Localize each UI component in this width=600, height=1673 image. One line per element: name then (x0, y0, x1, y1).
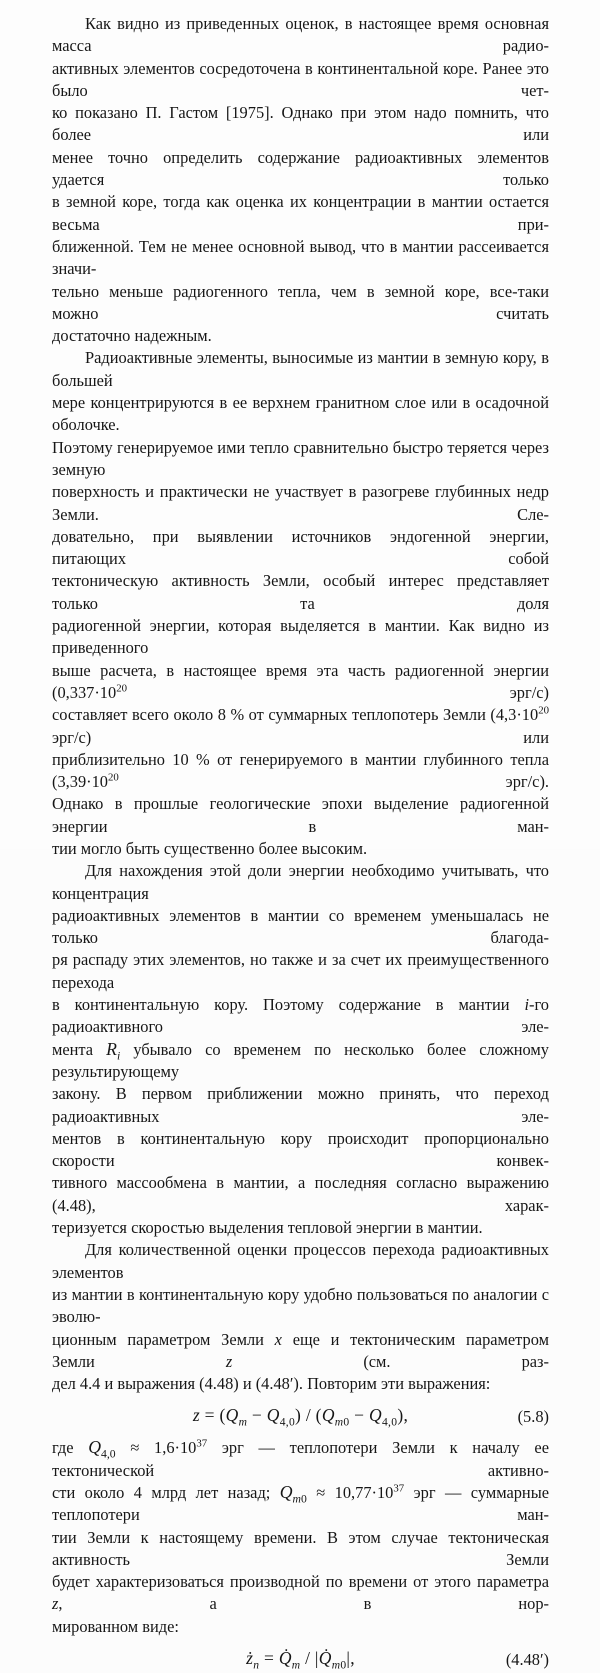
text-line: тии могло быть существенно более высоким. (52, 838, 368, 858)
text-line: выше расчета, в настоящее время эта часть радиогенной энергии ($0,337\cdot 10^{20}$ эрг/с) (52, 660, 549, 702)
paragraph (52, 1437, 549, 1638)
text-line: ко показано П. Гастом [1975]. Однако при этом надо помнить, что более или (52, 103, 549, 145)
text-line: довательно, при выявлении источников эндогенной энергии, питающих собой (52, 526, 549, 569)
text-line: поверхность и практически не участвует в разогреве глубинных недр Земли. Сле- (52, 482, 549, 524)
formula (52, 1645, 549, 1672)
text-line: Однако в прошлые геологические эпохи выделение радиогенной энергии в ман- (52, 794, 549, 836)
text-line: будет характеризоваться производной по времени от этого параметра z, а в нор- (52, 1572, 549, 1614)
paragraph (52, 347, 549, 860)
paragraph (52, 13, 549, 347)
text-line: ментов в континентальную кору происходит пропорционально скорости конвек- (52, 1128, 549, 1171)
text-line: ря распаду этих элементов, но также и за счет их преимущественного перехода (52, 950, 549, 992)
text-line: приблизительно 10 % от генерируемого в мантии глубинного тепла ($3,39\cdot 10^{20}$ эрг/с). (52, 749, 549, 792)
text-line: дел 4.4 и выражения (4.48) и (4.48′). Повторим эти выражения: (52, 1374, 491, 1394)
formula-body: $z = (Q_m - Q_{4,0}) / (Q_{m0} - Q_{4,0})$, (192, 1405, 409, 1429)
text-line: Для количественной оценки процессов перехода радиоактивных элементов (52, 1240, 549, 1282)
text-line: в континентальную кору. Поэтому содержание в мантии i-го радиоактивного эле- (52, 995, 549, 1037)
text-line: в земной коре, тогда как оценка их концентрации в мантии остается весьма при- (52, 192, 549, 234)
text-line: Поэтому генерируемое ими тепло сравнительно быстро теряется через земную (52, 437, 549, 479)
text-line: радиогенной энергии, которая выделяется в мантии. Как видно из приведенного (52, 616, 549, 658)
text-line: из мантии в континентальную кору удобно пользоваться по аналогии с эволю- (52, 1284, 549, 1327)
text-line: тивного массообмена в мантии, а последняя согласно выражению (4.48), харак- (52, 1173, 549, 1215)
text-line: активных элементов сосредоточена в континентальной коре. Ранее это было чет- (52, 58, 549, 100)
text-line: тельно меньше радиогенного тепла, чем в земной коре, все-таки можно считать (52, 281, 549, 323)
text-line: где $Q_{4,0} \approx 1,6\cdot 10^{37}$ эрг — теплопотери Земли к началу ее тектонической активно- (52, 1437, 549, 1480)
formula-body: $ż_n$ = $Q̇_m$ / $|Q̇_{m0}|$, (246, 1648, 355, 1672)
formula (52, 1402, 549, 1429)
text-line: радиоактивных элементов в мантии со временем уменьшалась не только благода- (52, 905, 549, 948)
text-line: Радиоактивные элементы, выносимые из мантии в земную кору, в большей (52, 348, 549, 390)
formula-number: (4.48′) (505, 1650, 549, 1670)
text-line: Для нахождения этой доли энергии необходимо учитывать, что концентрация (52, 861, 549, 903)
text-line: ближенной. Тем не менее основной вывод, что в мантии рассеивается значи- (52, 236, 549, 279)
text-line: закону. В первом приближении можно принять, что переход радиоактивных эле- (52, 1084, 549, 1126)
text-line: мированном виде: (52, 1616, 179, 1636)
text-line: менее точно определить содержание радиоактивных элементов удается только (52, 147, 549, 190)
text-line: составляет всего около 8 % от суммарных теплопотерь Земли ($4,3\cdot 10^{20}$ эрг/с) или (52, 704, 549, 747)
formula-number: (5.8) (517, 1407, 549, 1427)
text-line: тии Земли к настоящему времени. В этом случае тектоническая активность Земли (52, 1527, 549, 1569)
text-line: мере концентрируются в ее верхнем гранитном слое или в осадочной оболочке. (52, 393, 549, 435)
text-line: теризуется скоростью выделения тепловой энергии в мантии. (52, 1218, 483, 1238)
text-line: тектоническую активность Земли, особый интерес представляет только та доля (52, 571, 549, 613)
paragraph (52, 860, 549, 1239)
text-line: ционным параметром Земли x еще и тектоническим параметром Земли z (см. раз- (52, 1329, 549, 1371)
text-line: достаточно надежным. (52, 326, 212, 346)
text-line: мента $R_i$ убывало со временем по несколько более сложному результирующему (52, 1038, 550, 1081)
page-text (52, 13, 549, 1672)
text-line: сти около 4 млрд лет назад; $Q_{m0} \approx 10,77\cdot 10^{37}$ эрг — суммарные теплопотери ман- (52, 1482, 549, 1525)
text-line: Как видно из приведенных оценок, в настоящее время основная масса радио- (52, 14, 549, 56)
paragraph (52, 1239, 549, 1395)
